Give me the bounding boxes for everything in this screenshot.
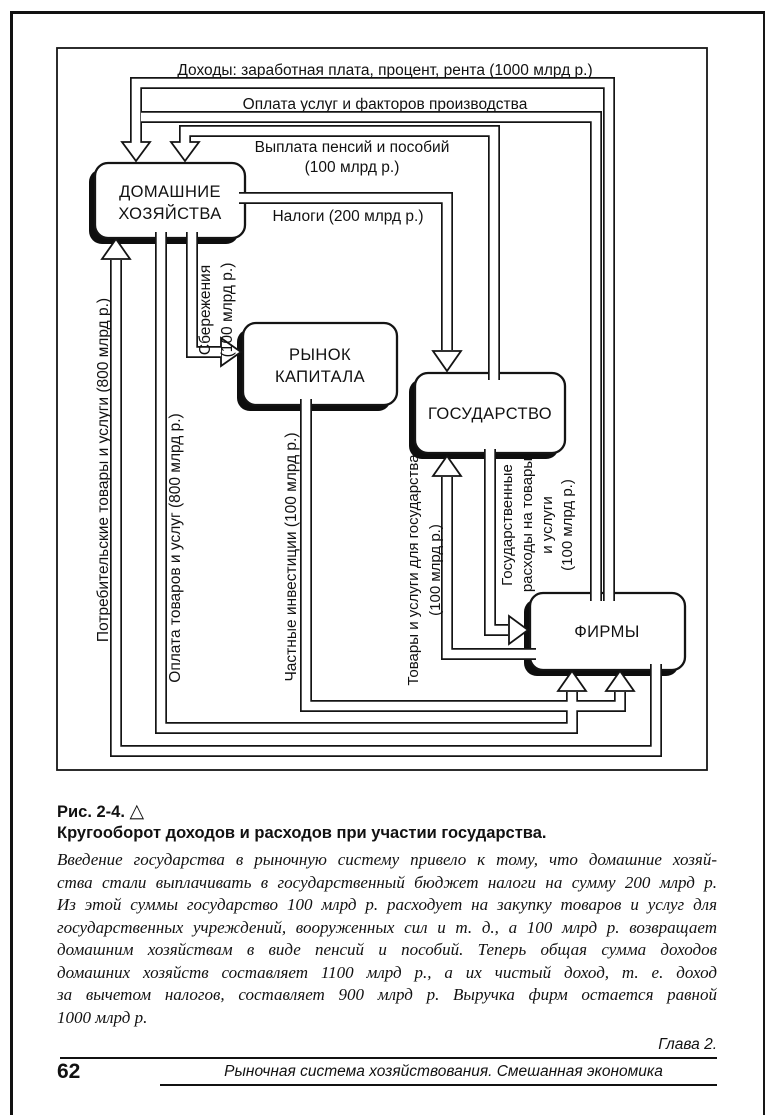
households-label-line1: ДОМАШНИЕ	[119, 183, 221, 201]
label-incomes: Доходы: заработная плата, процент, рента (1000 млрд р.)	[177, 62, 593, 79]
running-title: Рыночная система хозяйствования. Смешанная экономика	[224, 1063, 663, 1080]
label-state-goods-line1: Товары и услуги для государства	[404, 454, 422, 686]
body-line: Введение государства в рыночную систему привело к тому, что домашние хозяй-	[57, 850, 717, 869]
figure-title: Кругооборот доходов и расходов при участии государства.	[57, 824, 547, 842]
body-line: Из этой суммы государство 100 млрд р. расходует на закупку товаров и услуг для	[57, 895, 717, 914]
body-line: ства стали выплачивать в государственный бюджет налоги на сумму 200 млрд р.	[57, 872, 717, 892]
triangle-icon: △	[129, 801, 145, 822]
figure-number: Рис. 2-4.	[57, 803, 125, 821]
body-line: государственных учреждений, вооруженных сил и т. д., а 100 млрд р. возвращает	[57, 917, 717, 937]
body-line: домашним хозяйствам в виде пенсий и пособий. Теперь общая сумма доходов	[57, 940, 717, 959]
label-state-goods-line2: (100 млрд р.)	[426, 524, 444, 616]
label-consumer-goods: Потребительские товары и услуги (800 млрд р.)	[95, 297, 113, 643]
label-gov-spending-line4: (100 млрд р.)	[558, 479, 576, 571]
firms-label: ФИРМЫ	[574, 623, 640, 641]
label-goods-payment: Оплата товаров и услуг (800 млрд р.)	[167, 413, 185, 683]
body-paragraph	[57, 849, 717, 1029]
label-gov-spending-line1: Государственные	[498, 464, 516, 586]
body-line: домашних хозяйств составляет 1100 млрд р., а их чистый доход, т. е. доход	[57, 962, 717, 982]
page-number: 62	[57, 1060, 81, 1083]
figure-caption	[57, 801, 717, 844]
capital-label-line1: РЫНОК	[289, 346, 351, 364]
footer-rule-bottom	[160, 1084, 717, 1086]
body-line: 1000 млрд р.	[57, 1007, 148, 1027]
government-label: ГОСУДАРСТВО	[427, 405, 553, 423]
label-taxes: Налоги (200 млрд р.)	[272, 208, 424, 225]
label-gov-spending-line2: расходы на товары	[518, 457, 536, 593]
label-savings-line1: Сбережения	[197, 264, 215, 356]
label-savings-line2: (100 млрд р.)	[219, 262, 237, 358]
label-factor-payment: Оплата услуг и факторов производства	[242, 96, 528, 113]
label-gov-spending-line3: и услуги	[538, 496, 556, 554]
label-pensions-line1: Выплата пенсий и пособий	[254, 139, 450, 156]
label-private-investment: Частные инвестиции (100 млрд р.)	[283, 432, 301, 682]
capital-market-box	[237, 323, 397, 411]
households-box	[89, 163, 245, 244]
arrow-taxes	[433, 351, 461, 371]
label-pensions-line2: (100 млрд р.)	[304, 159, 400, 176]
body-line: за вычетом налогов, составляет 900 млрд р. Выручка фирм остается равной	[57, 985, 717, 1004]
footer-rule-top	[60, 1057, 717, 1059]
capital-label-line2: КАПИТАЛА	[274, 368, 366, 386]
chapter-header: Глава 2.	[658, 1036, 717, 1053]
households-label-line2: ХОЗЯЙСТВА	[118, 205, 222, 223]
